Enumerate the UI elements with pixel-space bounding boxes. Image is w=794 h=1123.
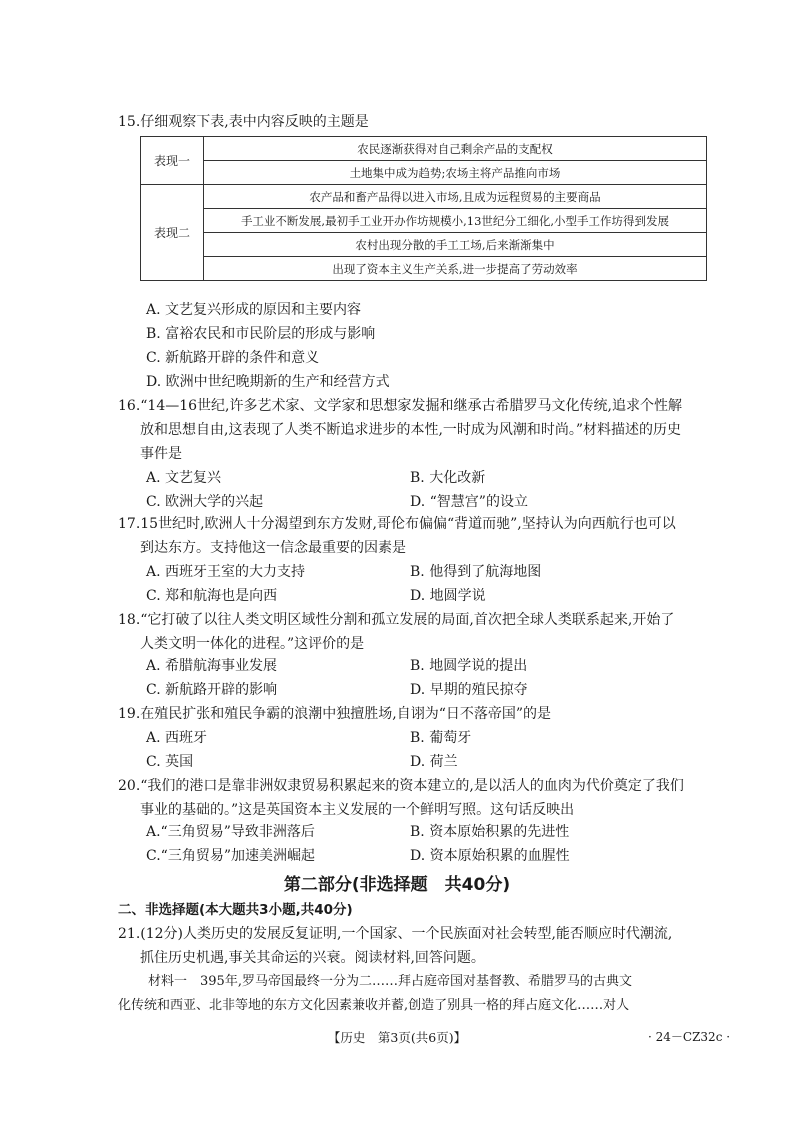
- q17-option-b: B. 他得到了航海地图: [410, 564, 542, 580]
- question-19: [118, 702, 710, 726]
- q19-option-d: D. 荷兰: [410, 754, 458, 770]
- material-line: 材料一 395年,罗马帝国最终一分为二……拜占庭帝国对基督教、希腊罗马的古典文: [148, 974, 632, 989]
- question-20-line: 事业的基础的。”这是英国资本主义发展的一个鲜明写照。这句话反映出: [140, 802, 575, 818]
- q17-option-a: A. 西班牙王室的大力支持: [146, 564, 306, 580]
- q15-option-b: B. 富裕农民和市民阶层的形成与影响: [146, 326, 376, 342]
- question-16: [118, 394, 710, 466]
- q15-option-d: D. 欧洲中世纪晚期新的生产和经营方式: [146, 374, 390, 390]
- q18-option-d: D. 早期的殖民掠夺: [410, 682, 528, 698]
- table-cell: 农民逐渐获得对自己剩余产品的支配权: [204, 137, 707, 161]
- question-17-line: 17.15世纪时,欧洲人十分渴望到东方发财,哥伦布偏偏“背道而驰”,坚持认为向西航行也可以: [118, 516, 676, 532]
- material-line: 化传统和西亚、北非等地的东方文化因素兼收并蓄,创造了别具一格的拜占庭文化……对人: [118, 998, 630, 1013]
- q16-option-c: C. 欧洲大学的兴起: [146, 494, 264, 510]
- q18-option-c: C. 新航路开辟的影响: [146, 682, 278, 698]
- q16-option-d: D. “智慧宫”的设立: [410, 494, 528, 510]
- table-cell: 农村出现分散的手工工场,后来渐渐集中: [204, 233, 707, 257]
- question-18-line: 人类文明一体化的进程。”这评价的是: [140, 636, 365, 652]
- q20-option-b: B. 资本原始积累的先进性: [410, 824, 570, 840]
- q20-option-c: C.“三角贸易”加速美洲崛起: [146, 848, 315, 864]
- page-footer: 【历史 第3页(共6页)】: [327, 1030, 467, 1045]
- question-21-line: 抓住历史机遇,事关其命运的兴衰。阅读材料,回答问题。: [140, 950, 485, 966]
- q20-options-row-2: [146, 844, 706, 868]
- question-15: [118, 110, 710, 134]
- paper-code: · 24－CZ32c ·: [648, 1030, 731, 1044]
- q19-options-row-1: [146, 726, 706, 750]
- question-17-line: 到达东方。支持他这一信念最重要的因素是: [140, 540, 406, 556]
- question-17: [118, 512, 710, 560]
- q17-options-row-2: [146, 584, 706, 608]
- q19-options-row-2: [146, 750, 706, 774]
- question-21-line: 21.(12分)人类历史的发展反复证明,一个国家、一个民族面对社会转型,能否顺应时代潮流,: [118, 926, 673, 942]
- question-18-line: 18.“它打破了以往人类文明区域性分割和孤立发展的局面,首次把全球人类联系起来,开始了: [118, 612, 675, 628]
- q16-option-b: B. 大化改新: [410, 470, 486, 486]
- question-16-line: 事件是: [140, 446, 182, 462]
- q19-option-b: B. 葡萄牙: [410, 730, 472, 746]
- q18-option-a: A. 希腊航海事业发展: [146, 658, 278, 674]
- table-group1-label: 表现一: [141, 137, 204, 185]
- q20-option-d: D. 资本原始积累的血腥性: [410, 848, 570, 864]
- question-20-line: 20.“我们的港口是靠非洲奴隶贸易积累起来的资本建立的,是以活人的血肉为代价奠定了我们: [118, 778, 684, 794]
- q18-options-row-1: [146, 654, 706, 678]
- q21-material-1: [118, 970, 718, 1018]
- part-2-title: 第二部分(非选择题 共40分): [283, 875, 511, 895]
- question-15-table: [140, 136, 707, 281]
- question-15-stem: 15.仔细观察下表,表中内容反映的主题是: [118, 114, 369, 130]
- q16-option-a: A. 文艺复兴: [146, 470, 222, 486]
- question-18: [118, 608, 710, 656]
- q17-option-c: C. 郑和航海也是向西: [146, 588, 278, 604]
- q18-options-row-2: [146, 678, 706, 702]
- section-2-heading: 二、非选择题(本大题共3小题,共40分): [118, 902, 353, 918]
- question-21: [118, 922, 710, 970]
- q15-option-c: C. 新航路开辟的条件和意义: [146, 350, 320, 366]
- question-20: [118, 774, 710, 822]
- q19-option-c: C. 英国: [146, 754, 194, 770]
- q16-options-row-2: [146, 490, 706, 514]
- question-16-line: 16.“14—16世纪,许多艺术家、文学家和思想家发掘和继承古希腊罗马文化传统,追求个性解: [118, 398, 682, 414]
- question-19-line: 19.在殖民扩张和殖民争霸的浪潮中独擅胜场,自诩为“日不落帝国”的是: [118, 706, 552, 722]
- table-cell: 出现了资本主义生产关系,进一步提高了劳动效率: [204, 257, 707, 281]
- q20-options-row-1: [146, 820, 706, 844]
- table-group2-label: 表现二: [141, 185, 204, 281]
- table-cell: 农产品和畜产品得以进入市场,且成为远程贸易的主要商品: [204, 185, 707, 209]
- q17-options-row-1: [146, 560, 706, 584]
- q16-options-row-1: [146, 466, 706, 490]
- q20-option-a: A.“三角贸易”导致非洲落后: [146, 824, 315, 840]
- table-cell: 手工业不断发展,最初手工业开办作坊规模小,13世纪分工细化,小型手工作坊得到发展: [204, 209, 707, 233]
- q19-option-a: A. 西班牙: [146, 730, 208, 746]
- q18-option-b: B. 地圆学说的提出: [410, 658, 528, 674]
- q15-option-a: A. 文艺复兴形成的原因和主要内容: [146, 302, 362, 318]
- question-16-line: 放和思想自由,这表现了人类不断追求进步的本性,一时成为风潮和时尚。”材料描述的历史: [140, 422, 682, 438]
- q17-option-d: D. 地圆学说: [410, 588, 486, 604]
- table-cell: 土地集中成为趋势;农场主将产品推向市场: [204, 161, 707, 185]
